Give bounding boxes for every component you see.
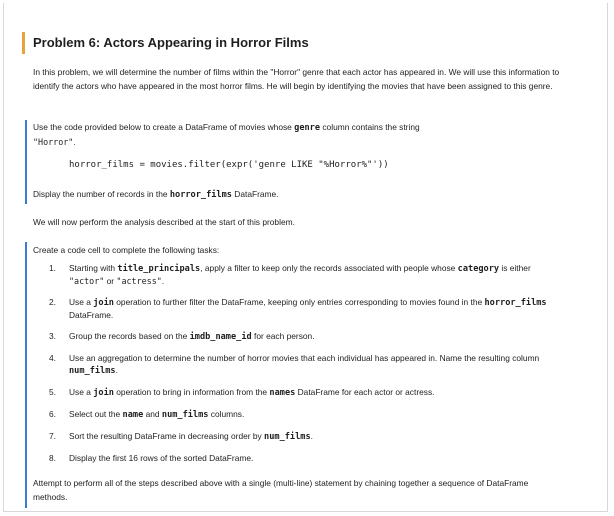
page-title: Problem 6: Actors Appearing in Horror Films xyxy=(22,32,309,54)
list-item: 5. Use a join operation to bring in information from the names DataFrame for each actor or actress. xyxy=(49,387,435,398)
list-item: 7. Sort the resulting DataFrame in decreasing order by num_films. xyxy=(49,431,313,442)
step1-display-instruction: Display the number of records in the horror_films DataFrame. xyxy=(33,189,279,200)
closing-paragraph: Attempt to perform all of the steps described above with a single (multi-line) statement by chaining together a sequence of DataFrame methods. xyxy=(33,478,529,502)
list-item: 4. Use an aggregation to determine the number of horror movies that each individual has appeared in. Name the resulting column num_films. xyxy=(49,353,540,376)
tasks-intro: Create a code cell to complete the following tasks: xyxy=(33,245,220,255)
str-horror: "Horror" xyxy=(33,136,74,147)
list-item: 2. Use a join operation to further filter the DataFrame, keeping only entries corresponding to movies found in the horror_films DataFrame. xyxy=(49,297,547,320)
list-item: 3. Group the records based on the imdb_name_id for each person. xyxy=(49,331,315,342)
kw-genre: genre xyxy=(294,123,321,133)
step1-instruction: Use the code provided below to create a DataFrame of movies whose genre column contains the string "Horror". xyxy=(33,122,420,147)
kw-horror-films: horror_films xyxy=(169,190,232,200)
task-list xyxy=(33,262,563,464)
list-item: 6. Select out the name and num_films columns. xyxy=(49,409,245,420)
list-item: 8. Display the first 16 rows of the sorted DataFrame. xyxy=(49,453,254,463)
tasks-accent-bar xyxy=(25,242,27,508)
code-snippet: horror_films = movies.filter(expr('genre LIKE "%Horror%"')) xyxy=(69,160,389,170)
step1-accent-bar xyxy=(25,120,27,204)
transition-text: We will now perform the analysis described at the start of this problem. xyxy=(33,217,295,227)
intro-paragraph: In this problem, we will determine the number of films within the "Horror" genre that each actor has appeared in. We will use this information to identify the actors who have appeared in the most horror films. He will begin by identifying the movies that have been assigned to this genre. xyxy=(33,67,560,91)
list-item: 1. Starting with title_principals, apply a filter to keep only the records associated with people whose category is either "actor" or "actress". xyxy=(49,263,531,286)
